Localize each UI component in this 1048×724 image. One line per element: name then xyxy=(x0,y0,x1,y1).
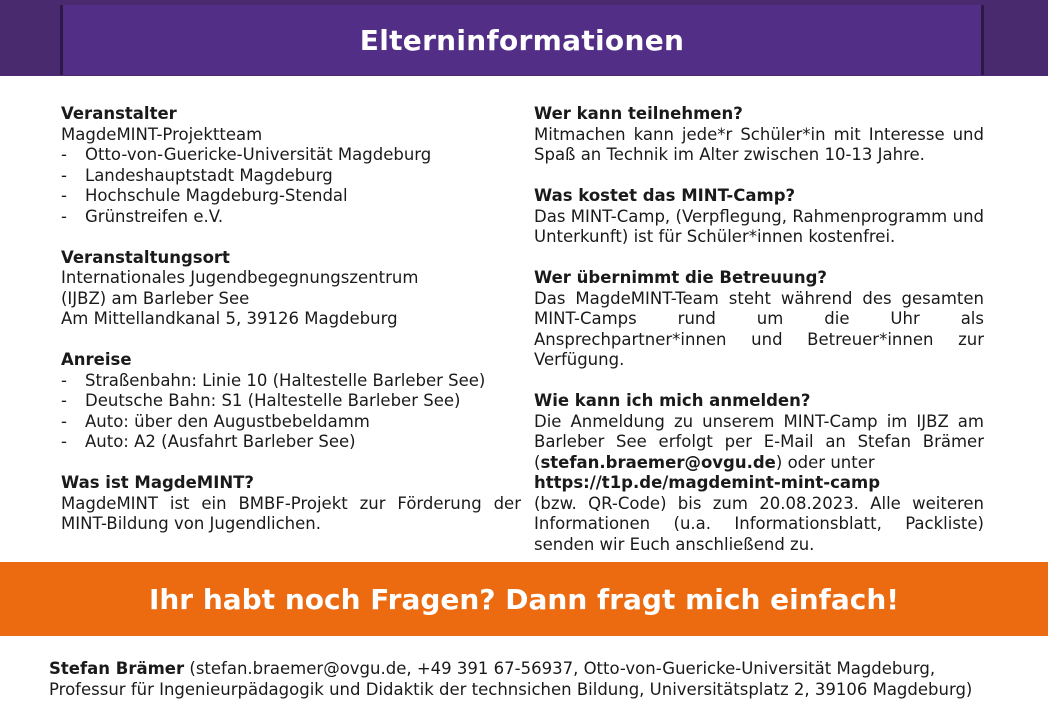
section-text: (bzw. QR-Code) bis zum 20.08.2023. Alle weiteren Informationen (u.a. Informationsblatt, Packliste) senden wir Euch anschließend zu. xyxy=(534,493,984,554)
header-band xyxy=(0,0,1048,76)
section-text: MagdeMINT ist ein BMBF-Projekt zur Förderung der MINT-Bildung von Jugendlichen. xyxy=(61,493,521,533)
list-item: - Grünstreifen e.V. xyxy=(61,206,224,226)
address-line: Am Mittellandkanal 5, 39126 Magdeburg xyxy=(61,309,398,328)
list-item: - Otto-von-Guericke-Universität Magdeburg xyxy=(61,145,432,164)
left-column xyxy=(61,104,521,555)
list-item: - Hochschule Magdeburg-Stendal xyxy=(61,186,348,205)
dash-bullet: - xyxy=(61,186,67,205)
dash-bullet: - xyxy=(61,206,67,226)
dash-bullet: - xyxy=(61,432,67,451)
section-title: Wie kann ich mich anmelden? xyxy=(534,391,811,410)
address-line: (IJBZ) am Barleber See xyxy=(61,288,250,308)
list-item: - Auto: über den Augustbebeldamm xyxy=(61,411,370,431)
banner-text: Ihr habt noch Fragen? Dann fragt mich einfach! xyxy=(148,582,900,616)
section-text: Das MagdeMINT-Team steht während des gesamten MINT-Camps rund um die Uhr als Ansprechpartner*innen und Betreuer*innen zur Verfügung. xyxy=(534,288,984,369)
section-veranstalter xyxy=(61,104,521,227)
section-text: Das MINT-Camp, (Verpflegung, Rahmenprogramm und Unterkunft) ist für Schüler*innen kostenfrei. xyxy=(534,206,984,246)
header-box xyxy=(60,5,984,75)
question-banner xyxy=(0,562,1048,636)
dash-bullet: - xyxy=(61,370,67,390)
dash-bullet: - xyxy=(61,411,67,431)
section-title: Was kostet das MINT-Camp? xyxy=(534,186,796,205)
section-title: Was ist MagdeMINT? xyxy=(61,473,254,492)
page-title: Elterninformationen xyxy=(359,23,685,57)
dash-bullet: - xyxy=(61,165,67,185)
registration-url[interactable]: https://t1p.de/magdemint-mint-camp xyxy=(534,473,881,492)
dash-bullet: - xyxy=(61,391,67,410)
right-column xyxy=(534,104,984,576)
address-line: Internationales Jugendbegegnungszentrum xyxy=(61,268,419,287)
list-item: - Straßenbahn: Linie 10 (Haltestelle Barleber See) xyxy=(61,370,486,390)
section-was-ist xyxy=(61,473,521,535)
list-item: - Landeshauptstadt Magdeburg xyxy=(61,165,333,185)
list-item: - Deutsche Bahn: S1 (Haltestelle Barleber See) xyxy=(61,391,461,410)
dash-bullet: - xyxy=(61,145,67,164)
section-title: Wer übernimmt die Betreuung? xyxy=(534,268,827,287)
email-link[interactable]: stefan.braemer@ovgu.de xyxy=(540,452,776,472)
section-text: Die Anmeldung zu unserem MINT-Camp im IJBZ am Barleber See erfolgt per E-Mail an Stefan Brämer (stefan.braemer@ovgu.de) oder unter xyxy=(534,411,984,472)
contact-details: (stefan.braemer@ovgu.de, +49 391 67-56937, Otto-von-Guericke-Universität Magdeburg, Professur für Ingenieurpädagogik und Didaktik der technsichen Bildung, Universitätsplatz 2, 39106 Magdeburg) xyxy=(49,659,973,699)
section-teilnehmen xyxy=(534,104,984,166)
section-anreise xyxy=(61,350,521,453)
section-betreuung xyxy=(534,268,984,371)
section-text: Mitmachen kann jede*r Schüler*in mit Interesse und Spaß an Technik im Alter zwischen 10-13 Jahre. xyxy=(534,124,984,164)
section-title: Anreise xyxy=(61,350,132,369)
section-kosten xyxy=(534,186,984,248)
section-anmelden xyxy=(534,391,984,555)
list-item: - Auto: A2 (Ausfahrt Barleber See) xyxy=(61,432,356,451)
organizer-team: MagdeMINT-Projektteam xyxy=(61,124,263,144)
section-veranstaltungsort xyxy=(61,248,521,330)
contact-name: Stefan Brämer xyxy=(49,659,185,678)
section-title: Veranstalter xyxy=(61,104,177,123)
contact-footer xyxy=(49,658,999,700)
section-title: Veranstaltungsort xyxy=(61,247,230,267)
section-title: Wer kann teilnehmen? xyxy=(534,104,743,123)
